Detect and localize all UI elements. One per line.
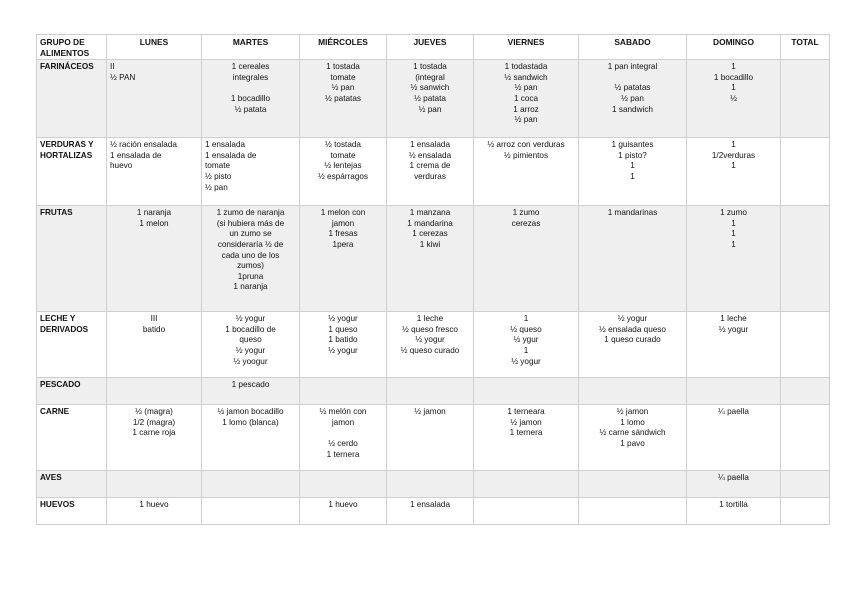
- cell-martes: 1 pescado: [202, 378, 300, 405]
- cell-martes: ½ jamon bocadillo 1 lomo (blanca): [202, 405, 300, 471]
- cell-total: [781, 471, 830, 498]
- cell-total: [781, 138, 830, 206]
- cell-jueves: 1 ensalada: [387, 498, 474, 525]
- cell-total: [781, 60, 830, 138]
- header-sabado: SABADO: [579, 35, 687, 60]
- cell-total: [781, 206, 830, 312]
- cell-domingo: ¼ paella: [687, 471, 781, 498]
- table-body: [37, 60, 830, 525]
- cell-sabado: 1 pan integral ½ patatas ½ pan 1 sandwich: [579, 60, 687, 138]
- cell-martes: ½ yogur 1 bocadillo de queso ½ yogur ½ yoogur: [202, 312, 300, 378]
- cell-total: [781, 312, 830, 378]
- table-row: [37, 60, 830, 138]
- cell-sabado: ½ yogur ½ ensalada queso 1 queso curado: [579, 312, 687, 378]
- food-group-cell: PESCADO: [37, 378, 107, 405]
- cell-lunes: ½ ración ensalada 1 ensalada de huevo: [107, 138, 202, 206]
- cell-domingo: 1 1 bocadillo 1 ½: [687, 60, 781, 138]
- cell-viernes: ½ arroz con verduras ½ pimientos: [474, 138, 579, 206]
- cell-sabado: [579, 378, 687, 405]
- cell-jueves: 1 tostada (integral ½ sanwich ½ patata ½ pan: [387, 60, 474, 138]
- food-group-cell: HUEVOS: [37, 498, 107, 525]
- header-total: TOTAL: [781, 35, 830, 60]
- header-group: GRUPO DE ALIMENTOS: [37, 35, 107, 60]
- cell-lunes: 1 naranja 1 melon: [107, 206, 202, 312]
- table-row: [37, 378, 830, 405]
- food-group-cell: VERDURAS Y HORTALIZAS: [37, 138, 107, 206]
- header-domingo: DOMINGO: [687, 35, 781, 60]
- cell-total: [781, 498, 830, 525]
- cell-lunes: II ½ PAN: [107, 60, 202, 138]
- cell-martes: [202, 471, 300, 498]
- cell-domingo: 1 leche ½ yogur: [687, 312, 781, 378]
- cell-miercoles: 1 tostada tomate ½ pan ½ patatas: [300, 60, 387, 138]
- header-miercoles: MIÉRCOLES: [300, 35, 387, 60]
- food-group-cell: LECHE Y DERIVADOS: [37, 312, 107, 378]
- cell-miercoles: [300, 471, 387, 498]
- cell-total: [781, 378, 830, 405]
- cell-jueves: [387, 471, 474, 498]
- cell-domingo: [687, 378, 781, 405]
- cell-martes: 1 ensalada 1 ensalada de tomate ½ pisto ½ pan: [202, 138, 300, 206]
- food-group-cell: FRUTAS: [37, 206, 107, 312]
- cell-viernes: 1 zumo cerezas: [474, 206, 579, 312]
- cell-miercoles: 1 huevo: [300, 498, 387, 525]
- cell-martes: 1 zumo de naranja (si hubiera más de un zumo se consideraría ½ de cada uno de los zumos) 1pruna 1 naranja: [202, 206, 300, 312]
- cell-miercoles: ½ yogur 1 queso 1 batido ½ yogur: [300, 312, 387, 378]
- cell-domingo: ¼ paella: [687, 405, 781, 471]
- header-lunes: LUNES: [107, 35, 202, 60]
- cell-sabado: [579, 471, 687, 498]
- header-jueves: JUEVES: [387, 35, 474, 60]
- cell-jueves: 1 manzana 1 mandarina 1 cerezas 1 kiwi: [387, 206, 474, 312]
- table-row: [37, 498, 830, 525]
- cell-viernes: [474, 378, 579, 405]
- table-row: [37, 138, 830, 206]
- cell-sabado: ½ jamon 1 lomo ½ carne sándwich 1 pavo: [579, 405, 687, 471]
- cell-miercoles: 1 melon con jamon 1 fresas 1pera: [300, 206, 387, 312]
- table-row: [37, 312, 830, 378]
- cell-miercoles: [300, 378, 387, 405]
- header-martes: MARTES: [202, 35, 300, 60]
- cell-lunes: [107, 471, 202, 498]
- cell-lunes: 1 huevo: [107, 498, 202, 525]
- cell-viernes: 1 terneara ½ jamon 1 ternera: [474, 405, 579, 471]
- cell-jueves: ½ jamon: [387, 405, 474, 471]
- cell-viernes: 1 ½ queso ½ ygur 1 ½ yogur: [474, 312, 579, 378]
- food-group-cell: AVES: [37, 471, 107, 498]
- cell-jueves: 1 leche ½ queso fresco ½ yogur ½ queso curado: [387, 312, 474, 378]
- cell-viernes: [474, 471, 579, 498]
- cell-lunes: ½ (magra) 1/2 (magra) 1 carne roja: [107, 405, 202, 471]
- cell-domingo: 1 1/2verduras 1: [687, 138, 781, 206]
- cell-domingo: 1 tortilla: [687, 498, 781, 525]
- cell-viernes: 1 todastada ½ sandwich ½ pan 1 coca 1 arroz ½ pan: [474, 60, 579, 138]
- cell-sabado: [579, 498, 687, 525]
- weekly-food-table: [36, 34, 830, 525]
- table-row: [37, 405, 830, 471]
- cell-jueves: 1 ensalada ½ ensalada 1 crema de verduras: [387, 138, 474, 206]
- cell-lunes: III batido: [107, 312, 202, 378]
- cell-miercoles: ½ melón con jamon ½ cerdo 1 ternera: [300, 405, 387, 471]
- food-group-cell: CARNE: [37, 405, 107, 471]
- cell-sabado: 1 mandarinas: [579, 206, 687, 312]
- table-row: [37, 206, 830, 312]
- cell-domingo: 1 zumo 1 1 1: [687, 206, 781, 312]
- cell-martes: 1 cereales integrales 1 bocadillo ½ patata: [202, 60, 300, 138]
- food-group-cell: FARINÁCEOS: [37, 60, 107, 138]
- header-row: [37, 35, 830, 60]
- cell-lunes: [107, 378, 202, 405]
- cell-viernes: [474, 498, 579, 525]
- table-row: [37, 471, 830, 498]
- cell-total: [781, 405, 830, 471]
- cell-jueves: [387, 378, 474, 405]
- header-viernes: VIERNES: [474, 35, 579, 60]
- cell-miercoles: ½ tostada tomate ½ lentejas ½ espárragos: [300, 138, 387, 206]
- cell-sabado: 1 guisantes 1 pisto? 1 1: [579, 138, 687, 206]
- cell-martes: [202, 498, 300, 525]
